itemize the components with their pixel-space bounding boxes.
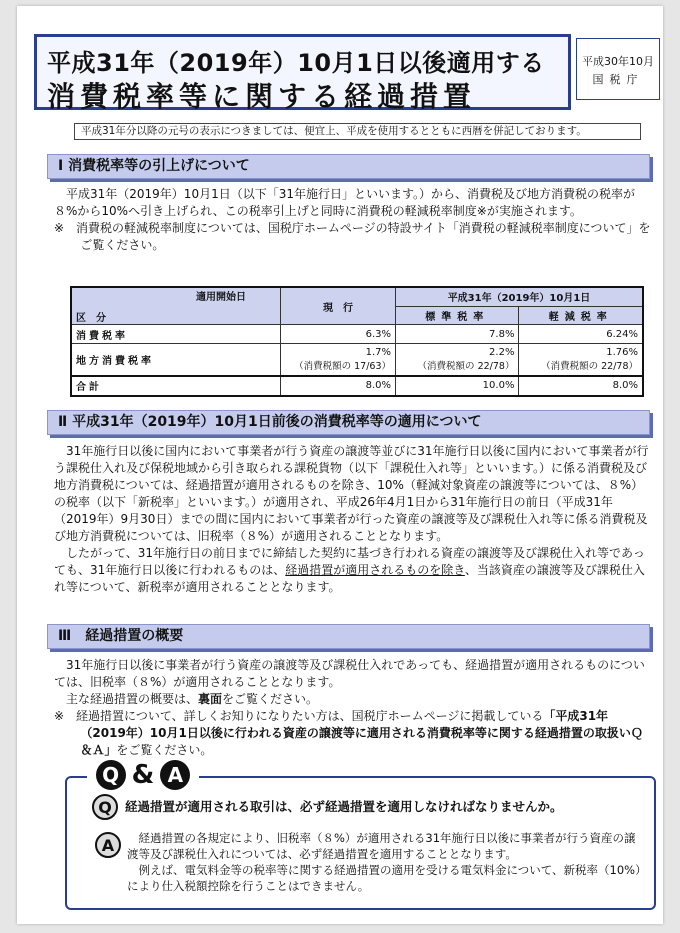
- section3-para2-bold: 裏面: [198, 692, 223, 706]
- qa-logo-a-icon: A: [160, 760, 190, 790]
- qa-question: 経過措置が適用される取引は、必ず経過措置を適用しなければなりませんか。: [125, 799, 563, 814]
- section3-heading: Ⅲ 経過措置の概要: [47, 624, 650, 649]
- corner-top-label: 適用開始日: [196, 292, 246, 303]
- section3-para2-start: 主な経過措置の概要は、: [66, 692, 199, 706]
- table-row: [71, 344, 643, 376]
- answer-icon: A: [95, 832, 121, 858]
- reduced-rate: 6.24%: [519, 325, 643, 344]
- section2-heading: Ⅱ 平成31年（2019年）10月1日前後の消費税率等の適用について: [47, 410, 650, 435]
- standard-rate-cell: [396, 344, 519, 376]
- qa-logo: [87, 758, 199, 792]
- section1-paragraph: 平成31年（2019年）10月1日（以下「31年施行日」といいます。）から、消費税及び地方消費税の税率が８%から10%へ引き上げられ、この税率引上げと同時に消費税の軽減税率制度※が実施されます。: [54, 187, 636, 218]
- current-rate-cell: [281, 344, 396, 376]
- title-box: [34, 34, 571, 113]
- title-line-2: 消費税率等に関する経過措置: [47, 80, 477, 113]
- table-corner: [71, 287, 281, 325]
- section3-body: [54, 657, 652, 759]
- col-current-header: 現 行: [281, 287, 396, 325]
- current-rate: 8.0%: [281, 376, 396, 396]
- standard-rate: 2.2%: [489, 346, 515, 358]
- title-line-1: 平成31年（2019年）10月1日以後適用する: [47, 49, 545, 77]
- standard-rate: 7.8%: [396, 325, 519, 344]
- era-note: 平成31年分以降の元号の表示につきましては、便宜上、平成を使用するとともに西暦を併記しております。: [74, 123, 641, 140]
- standard-rate: 10.0%: [396, 376, 519, 396]
- section1-note: ※ 消費税の軽減税率制度については、国税庁ホームページの特設サイト「消費税の軽減税率制度について」をご覧ください。: [54, 221, 651, 252]
- qa-answer-paragraph-2: 例えば、電気料金等の税率等に関する経過措置の適用を受ける電気料金について、新税率（10%）により仕入税額控除を行うことはできません。: [127, 863, 647, 893]
- section3-paragraph-2: [54, 691, 652, 708]
- col-reduced-header: 軽減税率: [519, 306, 643, 324]
- current-rate: 1.7%: [365, 346, 391, 358]
- table-row: [71, 325, 643, 344]
- issuer-box: [576, 38, 660, 100]
- tax-rate-table: [70, 286, 644, 397]
- section2-para2-start: したがって、31年施行日の前日までに締結した契約に基づき行われる資産の譲渡等及び課税仕入れ等であっても、31年施行日以後に行われるものは、: [54, 546, 645, 577]
- issue-date: 平成30年10月: [582, 55, 654, 68]
- table-row-total: [71, 376, 643, 396]
- row-label: 地方消費税率: [71, 344, 281, 376]
- section1-heading: Ⅰ 消費税率等の引上げについて: [47, 154, 650, 179]
- reduced-rate-cell: [519, 344, 643, 376]
- section2-para2-underlined: 経過措置が適用されるものを除き: [285, 563, 465, 577]
- col-new-group-header: 平成31年（2019年）10月1日: [396, 287, 644, 306]
- section3-note-bold: 「平成31年（2019年）10月1日以後に行われる資産の譲渡等に適用される消費税率等に関する経過措置の取扱いＱ＆Ａ」: [80, 709, 643, 757]
- corner-bottom-label: 区 分: [76, 313, 106, 324]
- section2-paragraph-1: 31年施行日以後に国内において事業者が行う資産の譲渡等並びに31年施行日以後に国内において事業者が行う課税仕入れ及び保税地域から引き取られる課税貨物（以下「課税仕入れ等」といいます。）に係る消費税及び地方消費税については、経過措置が適用されるものを除き、10%（軽減対象資産の譲渡等については、８%）の税率（以下「新税率」といいます。）が適用され、平成26年4月1日から31年施行日の前日（平成31年（2019年）9月30日）までの間に国内において事業者が行った資産の譲渡等及び課税仕入れ等に係る消費税及び地方消費税については、旧税率（８%）が適用されることとなります。: [54, 444, 649, 543]
- section2-paragraph-2: [54, 545, 652, 596]
- section2-para2-end: 、当該資産の譲渡等及び課税仕入れ等について、新税率が適用されることとなります。: [54, 563, 645, 594]
- current-rate: 6.3%: [281, 325, 396, 344]
- section3-paragraph-1: 31年施行日以後に事業者が行う資産の譲渡等及び課税仕入れであっても、経過措置が適用されるものについては、旧税率（８%）が適用されることとなります。: [54, 658, 645, 689]
- reduced-rate: 1.76%: [606, 346, 638, 358]
- section3-para2-end: をご覧ください。: [222, 692, 319, 706]
- question-icon: Q: [92, 794, 118, 820]
- qa-answer: [127, 830, 647, 894]
- section3-note-end: をご覧ください。: [116, 743, 213, 757]
- reduced-rate: 8.0%: [519, 376, 643, 396]
- issuer-name: 国税庁: [592, 73, 644, 86]
- document-page: [17, 6, 663, 924]
- section1-body: [54, 186, 652, 254]
- qa-logo-amp: &: [131, 760, 155, 790]
- standard-rate-note: （消費税額の 22/78）: [417, 360, 515, 372]
- section3-note: [54, 708, 652, 759]
- row-label: 消費税率: [71, 325, 281, 344]
- qa-logo-q-icon: Q: [96, 760, 126, 790]
- current-rate-note: （消費税額の 17/63）: [294, 360, 391, 372]
- row-label: 合計: [71, 376, 281, 396]
- section2-body: [54, 443, 652, 596]
- col-standard-header: 標準税率: [396, 306, 519, 324]
- qa-answer-paragraph-1: 経過措置の各規定により、旧税率（８%）が適用される31年施行日以後に事業者が行う資産の譲渡等及び課税仕入れについては、必ず経過措置を適用することとなります。: [127, 831, 636, 861]
- reduced-rate-note: （消費税額の 22/78）: [541, 360, 638, 372]
- section3-note-start: ※ 経過措置について、詳しくお知りになりたい方は、国税庁ホームページに掲載している: [54, 709, 544, 723]
